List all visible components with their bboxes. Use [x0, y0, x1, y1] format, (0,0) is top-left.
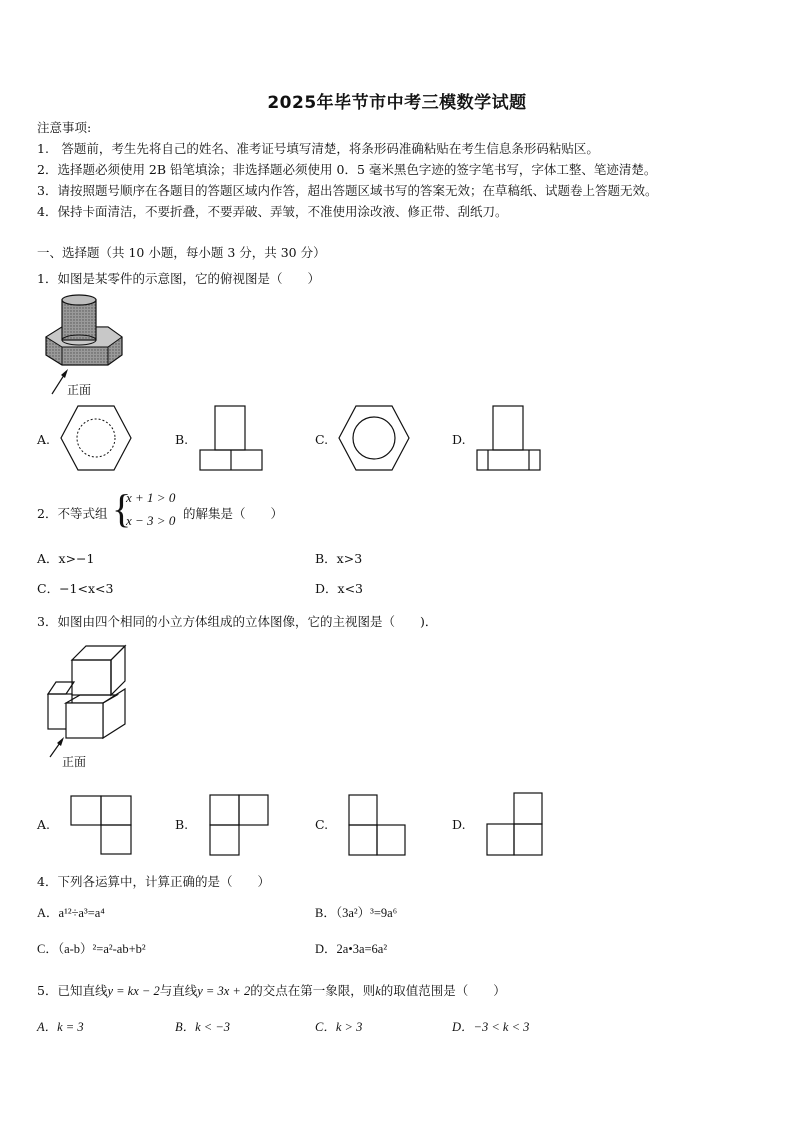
notice-item-3: 3．请按照题号顺序在各题目的答题区域内作答，超出答题区域书写的答案无效；在草稿纸、试题卷上答题无效。 — [37, 183, 658, 198]
q5-stem-part-d: 的取值范围是（ ） — [380, 983, 506, 998]
q5-equation-2: y = 3x + 2 — [197, 984, 251, 998]
q2-option-d: D．x<3 — [315, 581, 363, 596]
q5-option-b: B．k < −3 — [175, 1020, 231, 1034]
q5-stem-part-b: 与直线 — [159, 983, 198, 998]
q1-option-a-figure — [60, 405, 132, 471]
notice-item-1: 1. 答题前，考生先将自己的姓名、准考证号填写清楚，将条形码准确粘贴在考生信息条形码粘贴区。 — [37, 141, 599, 156]
q1-label-b: B. — [175, 432, 189, 447]
q1-option-d-figure — [476, 405, 542, 471]
q2-prefix: 2．不等式组 — [37, 506, 108, 521]
q3-label-a: A. — [37, 817, 51, 832]
q1-label-d: D. — [452, 432, 466, 447]
q4-option-c: C．（a-b）²=a²-ab+b² — [37, 942, 146, 956]
q1-label-a: A. — [37, 432, 51, 447]
q3-stem: 3．如图由四个相同的小立方体组成的立体图像，它的主视图是（ )． — [37, 614, 438, 629]
q1-stem: 1．如图是某零件的示意图，它的俯视图是（ ） — [37, 271, 320, 286]
q3-front-label: 正面 — [62, 755, 87, 769]
q5-stem-part-c: 的交点在第一象限，则 — [250, 983, 376, 998]
q1-front-label: 正面 — [67, 383, 92, 397]
q4-option-a: A．a¹²÷a³=a⁴ — [37, 906, 105, 920]
notice-item-4: 4．保持卡面清洁，不要折叠，不要弄破、弄皱，不准使用涂改液、修正带、刮纸刀。 — [37, 204, 508, 219]
q2-suffix: 的解集是（ ） — [183, 506, 284, 521]
q3-option-a-figure — [70, 795, 132, 855]
q2-brace: { — [112, 486, 132, 531]
q1-label-c: C. — [315, 432, 329, 447]
q1-option-b-figure — [199, 405, 263, 471]
q2-option-c: C．−1<x<3 — [37, 581, 114, 596]
q2-ineq-2: x − 3 > 0 — [126, 513, 176, 528]
q2-ineq-1: x + 1 > 0 — [126, 490, 176, 505]
q3-label-c: C. — [315, 817, 329, 832]
q3-option-d-figure — [486, 792, 544, 856]
q3-option-b-figure — [209, 794, 269, 856]
q3-label-b: B. — [175, 817, 189, 832]
q2-option-a: A．x>−1 — [37, 551, 95, 566]
page-title: 2025年毕节市中考三模数学试题 — [267, 93, 527, 113]
notice-item-2: 2．选择题必须使用 2B 铅笔填涂；非选择题必须使用 0．5 毫米黑色字迹的签字笔书写，字体工整、笔迹清楚。 — [37, 162, 657, 177]
q5-stem-part-a: 5．已知直线 — [37, 983, 108, 998]
q5-option-c: C．k > 3 — [315, 1020, 363, 1034]
q3-label-d: D. — [452, 817, 466, 832]
q4-option-d: D．2a•3a=6a² — [315, 942, 388, 956]
q2-option-b: B．x>3 — [315, 551, 363, 566]
q5-option-d: D．−3 < k < 3 — [452, 1020, 530, 1034]
notice-heading: 注意事项: — [37, 120, 92, 135]
q5-equation-1: y = kx − 2 — [107, 984, 160, 998]
q5-stem — [37, 983, 506, 999]
q3-option-c-figure — [348, 794, 406, 856]
q3-cubes-figure — [44, 645, 132, 767]
q5-option-a: A．k = 3 — [37, 1020, 84, 1034]
q4-stem: 4．下列各运算中，计算正确的是（ ） — [37, 874, 270, 889]
q5-variable: k — [375, 984, 381, 998]
section-heading: 一、选择题（共 10 小题，每小题 3 分，共 30 分） — [37, 245, 326, 260]
q4-option-b: B．（3a²）³=9a⁶ — [315, 906, 398, 920]
q1-option-c-figure — [338, 405, 410, 471]
